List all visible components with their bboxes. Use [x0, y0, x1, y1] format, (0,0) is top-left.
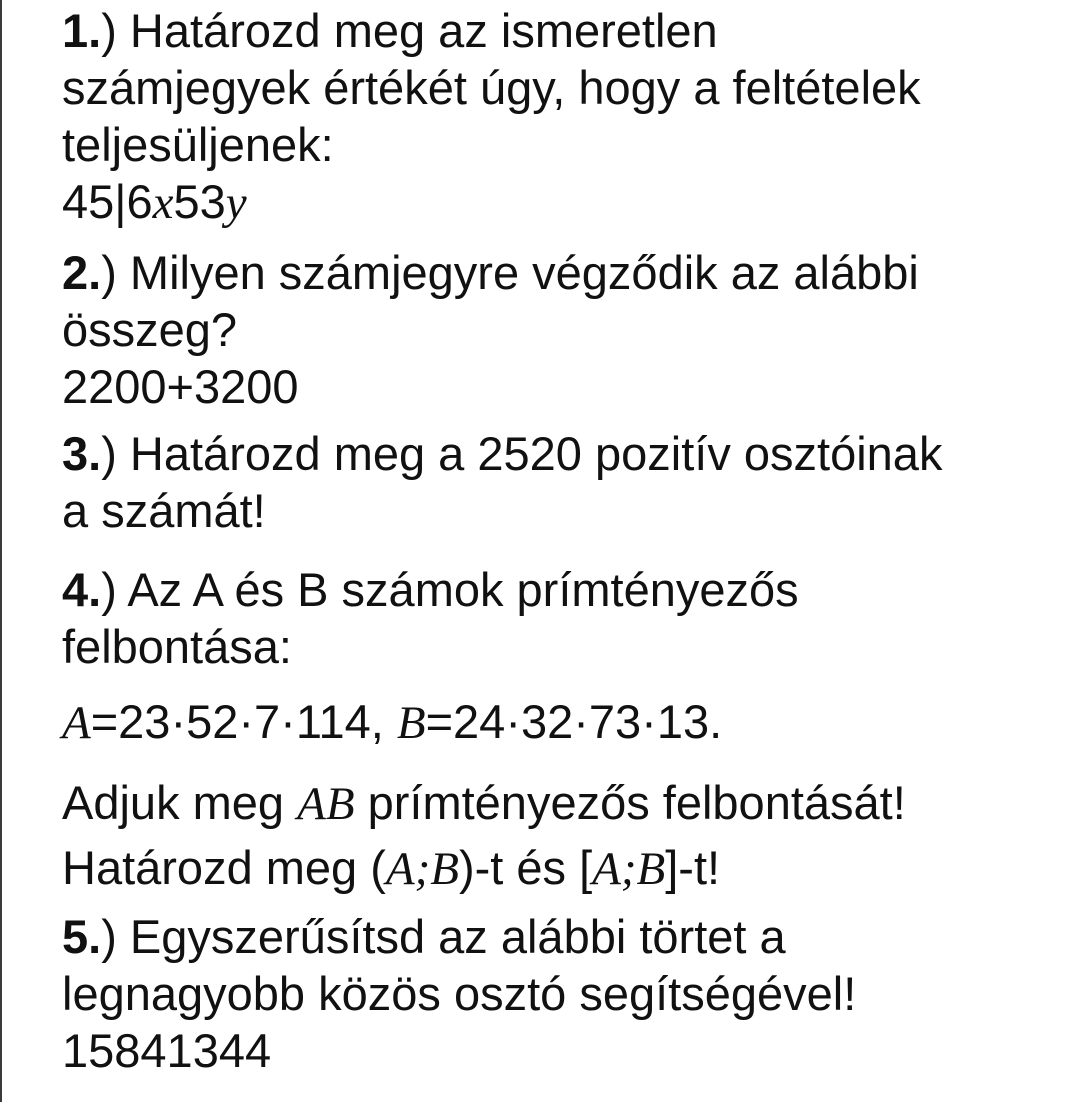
problem-2 [62, 244, 1062, 415]
problem-1-line-3: teljesüljenek: [62, 118, 334, 171]
followup-text: Határozd meg ( [62, 841, 386, 894]
problem-text: Határozd meg az ismeretlen [129, 4, 718, 57]
problem-number: 1. [62, 4, 102, 57]
problem-3 [62, 425, 1062, 539]
problem-3-line-1: 3.) Határozd meg a 2520 pozitív osztóinak [62, 427, 943, 480]
variable-x: x [152, 177, 174, 229]
problem-4-line-2: felbontása: [62, 620, 292, 673]
problem-5-line-2: legnagyobb közös osztó segítségével! [62, 967, 857, 1020]
variable-y: y [225, 177, 247, 229]
b-factorization: =24·32·73·13. [425, 695, 723, 748]
expression-mid: 53 [173, 175, 226, 228]
problem-5-expression: 15841344 [62, 1024, 272, 1077]
problem-text: Az A és B számok prímtényezős [127, 563, 799, 616]
problem-5-line-1: 5.) Egyszerűsítsd az alábbi törtet a [62, 910, 786, 963]
followup-text: )-t és [ [458, 841, 593, 894]
a-factorization: =23·52·7·114, [90, 695, 397, 748]
expression-prefix: 45|6 [62, 175, 153, 228]
variable-b: B [396, 697, 426, 749]
variable-a: A [62, 697, 91, 749]
problem-text: Milyen számjegyre végződik az alábbi [129, 246, 919, 299]
problem-number: 5. [62, 910, 102, 963]
problem-text: Egyszerűsítsd az alábbi törtet a [129, 910, 786, 963]
problem-4 [62, 561, 1062, 898]
problem-text: Határozd meg a 2520 pozitív osztóinak [129, 427, 943, 480]
problem-3-line-2: a számát! [62, 484, 266, 537]
problem-number: 4. [62, 563, 102, 616]
problem-5 [62, 908, 1062, 1079]
followup-text: prímtényezős felbontását! [354, 776, 906, 829]
problem-list [62, 0, 1062, 1079]
problem-2-expression: 2200+3200 [62, 360, 299, 413]
problem-1-expression [62, 173, 1062, 232]
variable-ab: AB [297, 778, 355, 830]
problem-1-line-1: 1.) Határozd meg az ismeretlen [62, 4, 718, 57]
problem-number: 2. [62, 246, 102, 299]
problem-4-expression [62, 693, 1062, 752]
problem-4-followup-2 [62, 839, 1062, 898]
problem-2-line-2: összeg? [62, 303, 238, 356]
problem-2-line-1: 2.) Milyen számjegyre végződik az alábbi [62, 246, 919, 299]
page-left-border [0, 0, 2, 1102]
problem-number: 3. [62, 427, 102, 480]
problem-4-line-1: 4.) Az A és B számok prímtényezős [62, 563, 799, 616]
problem-1-line-2: számjegyek értékét úgy, hogy a feltételek [62, 61, 921, 114]
lcm-variables: A;B [592, 843, 666, 895]
followup-text: Adjuk meg [62, 776, 298, 829]
followup-text: ]-t! [665, 841, 721, 894]
gcd-variables: A;B [385, 843, 459, 895]
problem-1 [62, 2, 1062, 232]
problem-4-followup-1 [62, 774, 1062, 833]
